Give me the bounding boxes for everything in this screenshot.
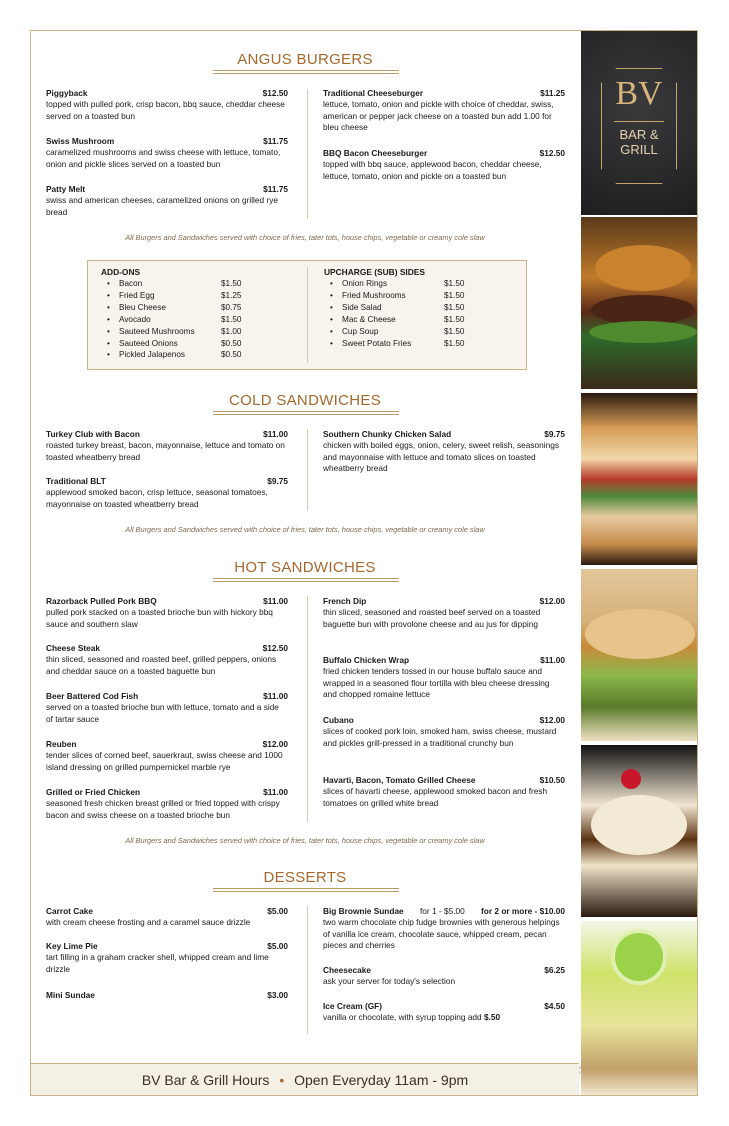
item-name: Grilled or Fried Chicken [46,787,141,797]
item-desc: slices of cooked pork loin, smoked ham, swiss cheese, mustard and pickles grill-pressed in a traditional crunchy bun [323,726,557,748]
item-price: $4.50 [544,1001,565,1011]
item-name: Mini Sundae [46,990,95,1000]
section-title-desserts: DESSERTS [263,869,347,886]
item-desc: thin sliced, seasoned and roasted beef served on a toasted baguette bun with provolone cheese and au jus for dipping [323,607,541,629]
addons-title: ADD-ONS [101,267,141,277]
item-desc: thin sliced, seasoned and roasted beef, grilled peppers, onions and cheddar sauce on a toasted baguette bun [46,654,277,676]
title-rule [213,888,399,892]
logo-panel [581,31,697,215]
item-name: Patty Melt [46,184,86,194]
addon-item: • Pickled Jalapenos $0.50 [101,349,261,361]
item-name: Beer Battered Cod Fish [46,691,139,701]
item-price: $12.50 [539,148,565,158]
logo-text [581,127,697,157]
menu-item [323,88,565,133]
upcharge-item: • Sweet Potato Fries $1.50 [324,338,484,350]
column-divider [307,429,308,511]
item-name: Southern Chunky Chicken Salad [323,429,452,439]
item-desc: seasoned fresh chicken breast grilled or fried topped with crispy bacon and swiss cheese on a toasted brioche bun [46,798,280,820]
item-name: Havarti, Bacon, Tomato Grilled Cheese [323,775,476,785]
photo-column [581,31,697,1095]
item-option: for 2 or more - $10.00 [481,906,565,916]
hours-value: Open Everyday 11am - 9pm [294,1072,469,1088]
column-divider [307,267,308,363]
menu-item [323,1001,565,1024]
menu-item [46,596,288,630]
item-name: Carrot Cake [46,906,94,916]
item-price: $9.75 [544,429,565,439]
menu-item [323,715,565,749]
item-price: $5.00 [267,941,288,951]
item-name: Cheese Steak [46,643,100,653]
menu-item [323,965,565,988]
menu-item [323,775,565,809]
item-price: $12.50 [262,88,288,98]
item-price: $11.00 [540,655,565,665]
sides-note: All Burgers and Sandwiches served with choice of fries, tater tots, house chips, vegetable or creamy cole slaw [125,525,485,534]
item-price: $11.00 [263,429,288,439]
upcharge-item: • Cup Soup $1.50 [324,326,484,338]
item-desc: tart filling in a graham cracker shell, whipped cream and lime drizzle [46,952,269,974]
menu-item [46,941,288,975]
item-desc: topped with bbq sauce, applewood bacon, cheddar cheese, lettuce, tomato, onion and pickle on a toasted bun [323,159,542,181]
item-name: Turkey Club with Bacon [46,429,140,439]
item-desc: applewood smoked bacon, crisp lettuce, seasonal tomatoes, mayonnaise on toasted wheatberry bread [46,487,268,509]
item-desc: roasted turkey breast, bacon, mayonnaise, lettuce and tomato on toasted wheatberry bread [46,440,285,462]
item-price: $10.50 [539,775,565,785]
sides-note: All Burgers and Sandwiches served with choice of fries, tater tots, house chips, vegetable or creamy cole slaw [125,233,485,242]
menu-item [46,906,288,929]
logo-divider [614,121,664,122]
upcharge-item: • Side Salad $1.50 [324,302,484,314]
item-name: Razorback Pulled Pork BBQ [46,596,157,606]
upcharge-item: • Mac & Cheese $1.50 [324,314,484,326]
item-desc: with cream cheese frosting and a caramel sauce drizzle [46,917,251,928]
addon-item: • Sauteed Mushrooms $1.00 [101,326,261,338]
item-price: $12.00 [262,739,288,749]
addon-item: • Avocado $1.50 [101,314,261,326]
upcharge-item: • Onion Rings $1.50 [324,278,484,290]
menu-item [323,429,565,474]
section-title-hot: HOT SANDWICHES [234,559,376,576]
menu-item [323,655,565,700]
column-divider [307,89,308,219]
item-desc: pulled pork stacked on a toasted brioche bun with hickory bbq sauce and southern slaw [46,607,273,629]
item-price: $6.25 [544,965,565,975]
chicken-sandwich-photo [581,569,697,741]
sides-note: All Burgers and Sandwiches served with choice of fries, tater tots, house chips, vegetable or creamy cole slaw [125,836,485,845]
item-add-price: $.50 [483,1012,501,1023]
menu-item [46,88,288,122]
item-desc: two warm chocolate chip fudge brownies with generous helpings of vanilla ice cream, chocolate sauce, whipped cream, pecan pieces and cherries [323,917,560,950]
item-name: Traditional BLT [46,476,106,486]
addon-item: • Fried Egg $1.25 [101,290,261,302]
item-desc: lettuce, tomato, onion and pickle with choice of cheddar, swiss, american or pepper jack cheese on a toasted bun add 1.00 for bleu cheese [323,99,554,132]
logo-mark: BV [615,75,663,112]
menu-item [46,643,288,677]
menu-item-brownie [323,906,565,951]
upcharge-list [324,278,484,349]
bullet-icon: • [279,1072,285,1088]
upcharge-item: • Fried Mushrooms $1.50 [324,290,484,302]
item-price: $11.00 [263,691,288,701]
item-price: $12.00 [539,596,565,606]
menu-item [46,429,288,463]
menu-item [46,476,288,510]
item-desc: chicken with boiled eggs, onion, celery, sweet relish, seasonings and mayonnaise with lettuce and tomato slices on toasted wheatberry bread [323,440,559,473]
item-price: $11.75 [263,184,288,194]
menu-item [46,787,288,821]
item-name: Key Lime Pie [46,941,98,951]
item-desc: ask your server for today's selection [323,976,456,987]
section-title-burgers: ANGUS BURGERS [237,51,373,68]
item-name: Swiss Mushroom [46,136,115,146]
item-name: Reuben [46,739,77,749]
item-name: Traditional Cheeseburger [323,88,424,98]
title-rule [213,411,399,415]
item-desc: served on a toasted brioche bun with lettuce, tomato and a side of tartar sauce [46,702,279,724]
upcharge-title: UPCHARGE (SUB) SIDES [324,267,425,277]
title-rule [213,70,399,74]
addons-box [87,260,527,370]
item-price: $11.00 [263,596,288,606]
item-price: $11.00 [263,787,288,797]
addons-list [101,278,261,361]
menu-item [46,990,288,1001]
hours-bar [31,1063,579,1095]
logo-line2: GRILL [620,142,658,157]
item-name: BBQ Bacon Cheeseburger [323,148,428,158]
item-name: Cheesecake [323,965,371,975]
menu-item [323,148,565,182]
menu-panel [31,31,579,1063]
item-price: $5.00 [267,906,288,916]
logo-line1: BAR & [619,127,659,142]
key-lime-pie-photo [581,921,697,1095]
menu-item [46,691,288,725]
column-divider [307,906,308,1034]
menu-item [46,739,288,773]
item-option: for 1 - $5.00 [419,906,465,916]
item-price: $12.00 [539,715,565,725]
brownie-sundae-photo [581,745,697,917]
item-desc: vanilla or chocolate, with syrup topping add [323,1012,482,1023]
addon-item: • Bleu Cheese $0.75 [101,302,261,314]
menu-item [46,184,288,218]
item-desc: slices of havarti cheese, applewood smoked bacon and fresh tomatoes on grilled white bread [323,786,548,808]
addon-item: • Sauteed Onions $0.50 [101,338,261,350]
item-desc: caramelized mushrooms and swiss cheese with lettuce, tomato, onion and pickle slices served on a toasted bun [46,147,281,169]
menu-item [323,596,565,630]
column-divider [307,596,308,822]
title-rule [213,578,399,582]
item-price: $3.00 [267,990,288,1000]
item-name: French Dip [323,596,367,606]
item-desc: topped with pulled pork, crisp bacon, bbq sauce, cheddar cheese served on a toasted bun [46,99,285,121]
club-sandwich-photo [581,393,697,565]
item-desc: tender slices of corned beef, sauerkraut, swiss cheese and 1000 island dressing on grilled pumpernickel marble rye [46,750,283,772]
item-desc: swiss and american cheeses, caramelized onions on grilled rye bread [46,195,278,217]
item-name: Big Brownie Sundae [323,906,404,916]
burger-photo [581,217,697,389]
item-price: $11.25 [540,88,565,98]
item-desc: fried chicken tenders tossed in our house buffalo sauce and wrapped in a seasoned flour tortilla with bleu cheese dressing and chopped romaine lettuce [323,666,550,699]
item-price: $9.75 [267,476,288,486]
item-price: $11.75 [263,136,288,146]
item-price: $12.50 [262,643,288,653]
item-name: Cubano [323,715,354,725]
item-name: Ice Cream (GF) [323,1001,383,1011]
section-title-cold: COLD SANDWICHES [228,392,382,409]
menu-item [46,136,288,170]
hours-label: BV Bar & Grill Hours [141,1072,270,1088]
addon-item: • Bacon $1.50 [101,278,261,290]
item-name: Buffalo Chicken Wrap [323,655,410,665]
item-name: Piggyback [46,88,88,98]
